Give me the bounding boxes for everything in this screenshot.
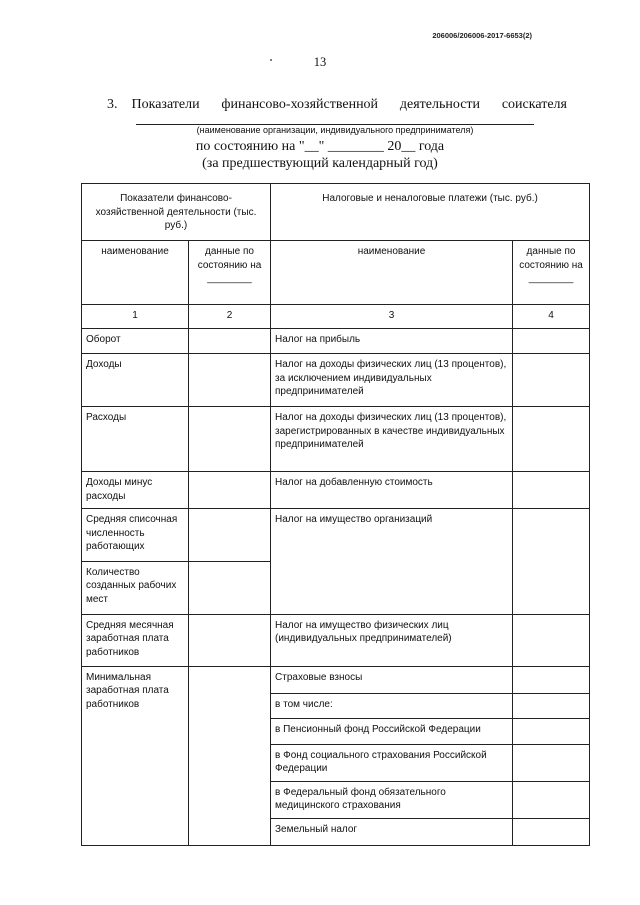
payment-value[interactable] <box>513 666 590 693</box>
indicator-value[interactable] <box>189 666 271 845</box>
payment-name: Налог на доходы физических лиц (13 процентов), зарегистрированных в качестве индивидуальных предпринимателей <box>271 407 513 472</box>
section-word: деятельности <box>399 97 481 112</box>
section-word: соискателя <box>501 97 567 112</box>
payment-value[interactable] <box>513 472 590 509</box>
payment-value[interactable] <box>513 781 590 818</box>
indicator-name: Доходы минус расходы <box>82 472 189 509</box>
payment-value[interactable] <box>513 509 590 614</box>
indicator-value[interactable] <box>189 509 271 561</box>
payment-name: Налог на доходы физических лиц (13 процентов), за исключением индивидуальных предпринимателей <box>271 354 513 407</box>
payment-value[interactable] <box>513 354 590 407</box>
payment-name: Страховые взносы <box>271 666 513 693</box>
payment-value[interactable] <box>513 818 590 845</box>
document-number: 206006/206006-2017-6653(2) <box>432 31 532 40</box>
payment-value[interactable] <box>513 744 590 781</box>
period-line: (за предшествующий календарный год) <box>202 156 438 171</box>
indicator-name: Количество созданных рабочих мест <box>82 561 189 614</box>
indicator-name: Расходы <box>82 407 189 472</box>
header-payments: Налоговые и неналоговые платежи (тыс. руб.) <box>271 184 590 241</box>
subheader-name-left: наименование <box>82 241 189 305</box>
indicator-value[interactable] <box>189 561 271 614</box>
payment-name: в Пенсионный фонд Российской Федерации <box>271 718 513 744</box>
section-heading <box>107 97 567 113</box>
section-word: финансово-хозяйственной <box>221 97 379 112</box>
column-number: 1 <box>82 305 189 329</box>
indicator-name: Минимальная заработная плата работников <box>82 666 189 845</box>
payment-value[interactable] <box>513 693 590 718</box>
indicator-name: Доходы <box>82 354 189 407</box>
payment-name: Земельный налог <box>271 818 513 845</box>
column-number: 4 <box>513 305 590 329</box>
payment-value[interactable] <box>513 614 590 666</box>
indicator-value[interactable] <box>189 407 271 472</box>
subheader-name-right: наименование <box>271 241 513 305</box>
payment-name: Налог на имущество физических лиц (индивидуальных предпринимателей) <box>271 614 513 666</box>
indicator-value[interactable] <box>189 472 271 509</box>
indicator-name: Оборот <box>82 329 189 354</box>
payment-name: Налог на прибыль <box>271 329 513 354</box>
payment-name: в том числе: <box>271 693 513 718</box>
indicator-value[interactable] <box>189 354 271 407</box>
indicator-value[interactable] <box>189 614 271 666</box>
column-number: 2 <box>189 305 271 329</box>
payment-value[interactable] <box>513 407 590 472</box>
date-line: по состоянию на "__" ________ 20__ года <box>195 139 445 154</box>
payment-name: Налог на имущество организаций <box>271 509 513 614</box>
payment-value[interactable] <box>513 329 590 354</box>
page-number: 13 <box>313 55 327 69</box>
indicator-name: Средняя месячная заработная плата работников <box>82 614 189 666</box>
payment-name: Налог на добавленную стоимость <box>271 472 513 509</box>
header-indicators: Показатели финансово-хозяйственной деятельности (тыс. руб.) <box>82 184 271 241</box>
payment-name: в Федеральный фонд обязательного медицинского страхования <box>271 781 513 818</box>
indicator-value[interactable] <box>189 329 271 354</box>
column-number: 3 <box>271 305 513 329</box>
payment-value[interactable] <box>513 718 590 744</box>
financial-table <box>81 183 590 846</box>
indicator-name: Средняя списочная численность работающих <box>82 509 189 561</box>
section-number: 3. Показатели <box>107 97 200 112</box>
subheader-data-left: данные по состоянию на ________ <box>189 241 271 305</box>
org-caption: (наименование организации, индивидуального предпринимателя) <box>196 125 474 135</box>
subheader-data-right: данные по состоянию на ________ <box>513 241 590 305</box>
payment-name: в Фонд социального страхования Российской Федерации <box>271 744 513 781</box>
